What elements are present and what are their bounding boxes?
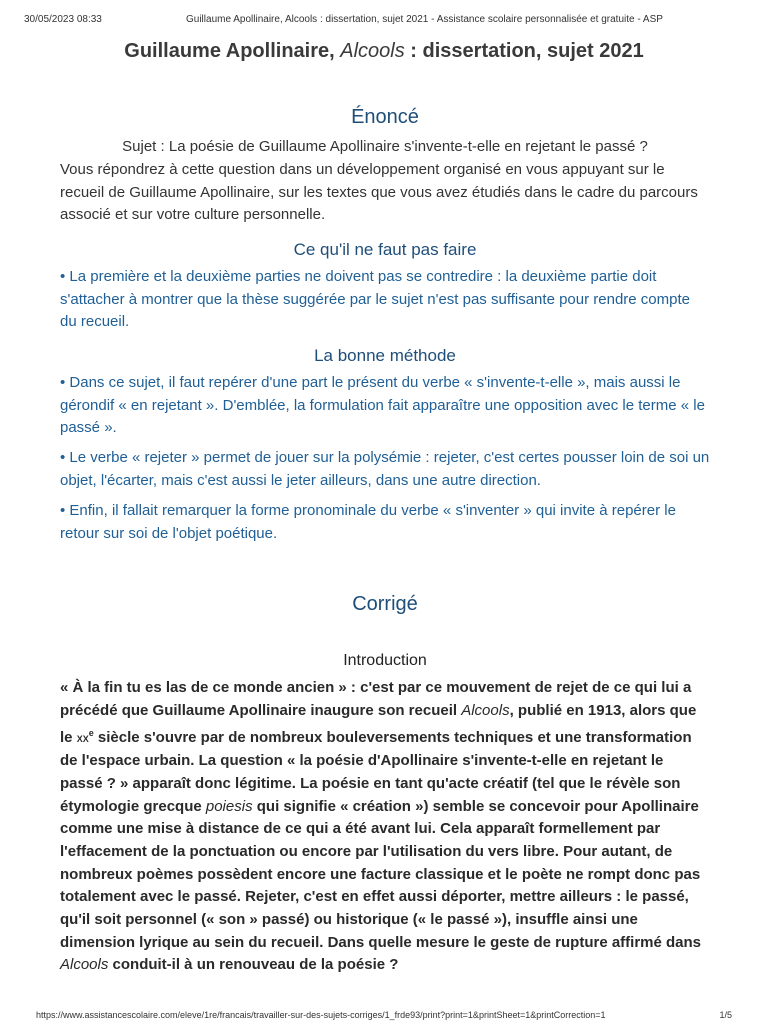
methode-item-1: • Dans ce sujet, il faut repérer d'une part le présent du verbe « s'invente-t-elle », mais aussi le gérondif « en rejetant ». D'emblée, la formulation fait apparaître une opposition avec le terme « le passé ». (60, 374, 705, 436)
intro-century-sup: e (88, 728, 94, 739)
intro-work-1: Alcools (461, 701, 510, 719)
sujet-text: Sujet : La poésie de Guillaume Apollinaire s'invente-t-elle en rejetant le passé ? (122, 138, 648, 155)
intro-part-1: « À la fin tu es las de ce monde ancien » : c'est par ce mouvement de rejet de ce qui lui a précédé que Guillaume Apollinaire inaugure son recueil (60, 679, 692, 719)
title-author: Guillaume Apollinaire, (124, 40, 335, 62)
methode-item-3: • Enfin, il fallait remarquer la forme pronominale du verbe « s'inventer » qui invite à repérer le retour sur soi de l'objet poétique. (60, 502, 676, 542)
intro-part-3: siècle s'ouvre par de nombreux bouleversements techniques et une transformation de l'espace urbain. La question « la poésie d'Apollinaire s'invente-t-elle en rejetant le passé ? » apparaît donc légitime. La poésie en tant qu'acte créatif (tel que le révèle son étymologie grecque (60, 729, 692, 815)
introduction-paragraph (60, 677, 710, 977)
title-rest: : dissertation, sujet 2021 (410, 40, 644, 62)
methode-item-2: • Le verbe « rejeter » permet de jouer sur la polysémie : rejeter, c'est certes pousser loin de soi un objet, l'écarter, mais c'est aussi le jeter ailleurs, dans une autre direction. (60, 449, 710, 489)
print-url: https://www.assistancescolaire.com/eleve/1re/francais/travailler-sur-des-sujets-corriges/1_frde93/print?print=1&printSheet=1&printCorrection=1 (36, 1010, 606, 1020)
a-eviter-heading: Ce qu'il ne faut pas faire (293, 240, 477, 259)
corrige-heading: Corrigé (352, 593, 418, 615)
page-number: 1/5 (719, 1010, 732, 1020)
introduction-heading: Introduction (343, 652, 427, 669)
enonce-heading: Énoncé (351, 106, 419, 128)
intro-century: xx (76, 730, 89, 746)
intro-part-4: qui signifie « création ») semble se concevoir pour Apollinaire comme une mise à distance de ce qui a été avant lui. Cela apparaît formellement par l'effacement de la ponctuation ou encore par l'utilisation du vers libre. Pour autant, de nombreux poèmes possèdent encore une facture classique et le poète ne rompt donc pas totalement avec le passé. Rejeter, c'est en effet aussi déporter, mettre ailleurs : le passé, qu'il soit personnel (« son » passé) ou historique (« le passé »), insuffle ainsi une dimension lyrique au sein du recueil. Dans quelle mesure le geste de rupture affirmé dans (60, 797, 702, 951)
intro-poiesis: poiesis (205, 797, 253, 815)
intro-work-2: Alcools (60, 956, 109, 974)
intro-part-2: , publié en 1913, alors que le (60, 701, 697, 747)
methode-heading: La bonne méthode (314, 346, 456, 365)
print-date: 30/05/2023 08:33 (24, 14, 102, 25)
page-title (0, 40, 768, 63)
print-document-title: Guillaume Apollinaire, Alcools : dissertation, sujet 2021 - Assistance scolaire personnalisée et gratuite - ASP (186, 14, 663, 25)
a-eviter-item: • La première et la deuxième parties ne doivent pas se contredire : la deuxième partie doit s'attacher à montrer que la thèse suggérée par le sujet n'est pas suffisante pour rendre compte du recueil. (60, 268, 690, 330)
consigne-text: Vous répondrez à cette question dans un développement organisé en vous appuyant sur le recueil de Guillaume Apollinaire, sur les textes que vous avez étudiés dans le cadre du parcours associé et sur votre culture personnelle. (60, 161, 698, 223)
title-work: Alcools (340, 40, 405, 62)
intro-part-5: conduit-il à un renouveau de la poésie ? (108, 956, 399, 974)
